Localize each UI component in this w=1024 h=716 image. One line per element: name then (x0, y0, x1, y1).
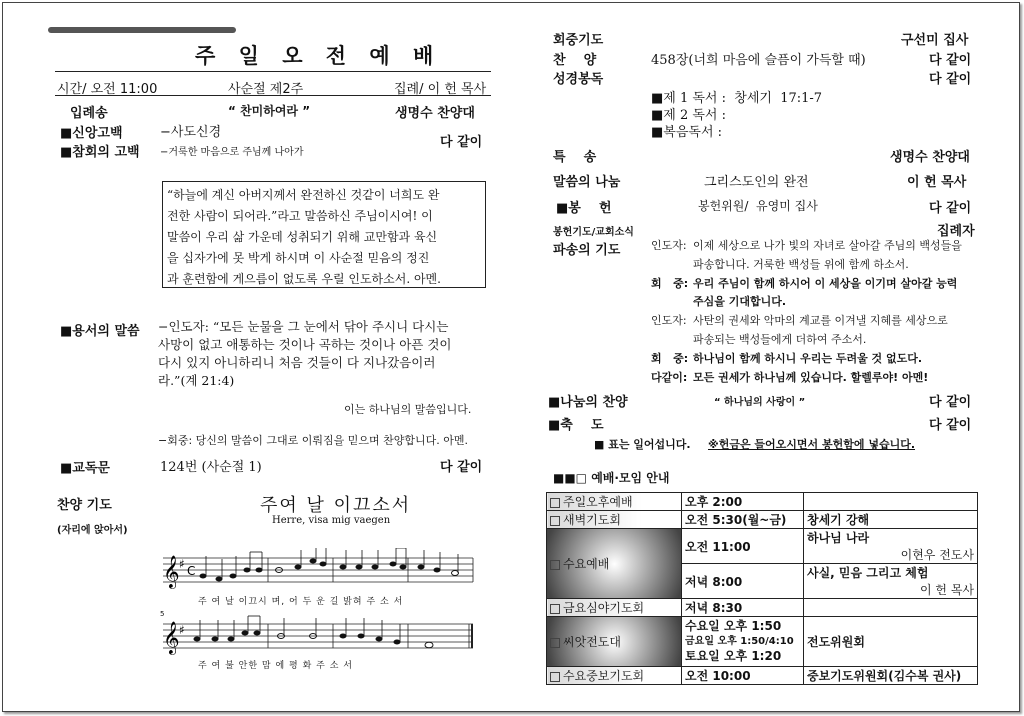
prayer-person: 구선미 집사 (901, 33, 969, 48)
meeting-time: 오전 10:00 (682, 667, 804, 685)
meeting-name: 새벽기도회 (547, 511, 682, 529)
responsive-all: 다 같이 (440, 460, 483, 475)
measure-number: 5 (160, 610, 165, 618)
meeting-name: 씨앗전도대 (547, 617, 682, 667)
hymn-label: 찬 양 (553, 53, 597, 68)
sending-line: 파송합니다. 거룩한 백성들 위에 함께 하소서. (693, 257, 909, 271)
sheet-music-staff-1 (163, 548, 483, 598)
sending-speaker (651, 256, 693, 275)
meetings-table (546, 492, 978, 685)
blessing-all: 다 같이 (929, 418, 972, 433)
treble-clef-icon: 𝄞 (163, 555, 180, 588)
responsive-value: 124번 (사순절 1) (160, 460, 262, 475)
confession-value: −거룩한 마음으로 주님께 나아가 (160, 147, 304, 158)
sharing-all: 다 같이 (929, 395, 972, 410)
sending-line: 하나님이 함께 하시니 우리는 두려울 것 없도다. (693, 351, 923, 365)
meeting-desc: 하나님 나라 이현우 전도사 (804, 529, 978, 564)
entrance-performer: 생명수 찬양대 (395, 106, 475, 121)
divider (55, 95, 491, 96)
sending-label: 파송의 기도 (553, 243, 621, 258)
confession-all: 다 같이 (440, 135, 483, 150)
lyrics-line-2: 주 여 불 안한 맘 에 평 화 주 소 서 (198, 661, 353, 671)
meeting-desc: 전도위원회 (804, 617, 978, 667)
prayer-box (162, 181, 486, 288)
meeting-name: 금요심야기도회 (547, 599, 682, 617)
hymn-title: 458장(너희 마음에 슬픔이 가득할 때) (651, 53, 866, 68)
entrance-label: 입례송 (70, 106, 108, 121)
scripture-all: 다 같이 (929, 72, 972, 87)
offering-label: ■봉 헌 (556, 201, 612, 216)
absolution-closing: 이는 하나님의 말씀입니다. (344, 403, 472, 416)
sheet-music-staff-2 (163, 614, 483, 660)
sending-line: 사탄의 권세와 악마의 계교를 이겨낼 지혜를 세상으로 (693, 314, 948, 328)
page-title: 주 일 오 전 예 배 (195, 44, 442, 68)
absolution-response: −회중: 당신의 말씀이 그대로 이뤄짐을 믿으며 찬양합니다. 아멘. (158, 434, 469, 447)
absolution-line: −인도자: “모든 눈물을 그 눈에서 닦아 주시니 다시는 (158, 319, 449, 334)
reading-gospel: ■복음독서 : (651, 125, 723, 140)
prayer-line: 전한 사람이 되어라.”라고 말씀하신 주님이시여! 이 (167, 209, 433, 223)
sermon-label: 말씀의 나눔 (553, 175, 621, 190)
meeting-time: 저녁 8:00 (682, 564, 804, 599)
hymn-all: 다 같이 (929, 53, 972, 68)
prayer-label: 회중기도 (553, 33, 604, 48)
meeting-name: 주일오후예배 (547, 493, 682, 511)
meeting-name: 수요예배 (547, 529, 682, 599)
meeting-desc (804, 493, 978, 511)
offering-all: 다 같이 (929, 201, 972, 216)
prayer-line: 을 십자가에 못 박게 하시며 이 사순절 믿음의 정진 (167, 251, 430, 265)
prayer-line: 말씀이 우리 삶 가운데 성취되기 위해 교만함과 육신 (167, 230, 438, 244)
special-label: 특 송 (553, 150, 597, 165)
meeting-time: 오후 2:00 (682, 493, 804, 511)
confession-label: ■참회의 고백 (60, 145, 140, 160)
table-row (547, 599, 978, 617)
table-row (547, 511, 978, 529)
absolution-line: 라.”(계 21:4) (158, 373, 235, 388)
table-row (547, 617, 978, 667)
note-offering: ※헌금은 들어오시면서 봉헌함에 넣습니다. (708, 438, 916, 451)
sending-speaker (651, 331, 693, 350)
sending-line: 파송되는 백성들에게 더하여 주소서. (693, 332, 867, 346)
decorative-bar (48, 27, 236, 33)
offering-committee: 봉헌위원/ 유영미 집사 (698, 199, 818, 213)
sermon-title: 그리스도인의 완전 (704, 175, 809, 190)
absolution-line: 사망이 없고 애통하는 것이나 곡하는 것이나 아픈 것이 (158, 337, 452, 352)
absolution-line: 다시 있지 아니하리니 처음 것들이 다 지나갔음이러 (158, 355, 436, 370)
meeting-desc: 중보기도위원회(김수복 권사) (804, 667, 978, 685)
sending-line: 주심을 기대합니다. (693, 295, 787, 309)
hymn-prayer-label: 찬양 기도 (57, 498, 112, 513)
hymn-prayer-sub: (자리에 앉아서) (57, 525, 128, 536)
service-time: 시간/ 오전 11:00 (57, 82, 158, 97)
service-leader: 집례/ 이 헌 목사 (394, 82, 487, 97)
creed-value: −사도신경 (160, 125, 222, 140)
entrance-title: “ 찬미하여라 ” (228, 104, 311, 118)
absolution-text (158, 318, 488, 390)
meeting-time: 오전 11:00 (682, 529, 804, 564)
note-standing: ■ 표는 일어섭니다. (594, 438, 691, 451)
sending-speaker (651, 293, 693, 312)
sending-line: 모든 권세가 하나님께 있습니다. 할렐루야! 아멘! (693, 370, 929, 384)
meeting-desc (804, 599, 978, 617)
creed-label: ■신앙고백 (60, 126, 123, 141)
season: 사순절 제2주 (228, 82, 304, 97)
news-person: 집례자 (937, 224, 975, 239)
meeting-desc: 창세기 강해 (804, 511, 978, 529)
prayer-line: “하늘에 계신 아버지께서 완전하신 것같이 너희도 완 (167, 188, 440, 202)
meeting-desc: 사실, 믿음 그리고 체험 이 헌 목사 (804, 564, 978, 599)
lyrics-line-1: 주 여 날 이끄시 며, 어 두 운 길 밝혀 주 소 서 (198, 597, 404, 607)
svg-text:♯: ♯ (179, 623, 185, 637)
divider (55, 71, 491, 72)
sending-speaker: 다같이: (651, 370, 688, 384)
sending-speaker: 회 중: (651, 276, 689, 290)
reading-2: ■제 2 독서 : (651, 108, 727, 123)
meeting-time: 수요일 오후 1:50 금요일 오후 1:50/4:10 토요일 오후 1:20 (682, 617, 804, 667)
news-label: 봉헌기도/교회소식 (553, 227, 634, 238)
sermon-preacher: 이 헌 목사 (907, 175, 967, 190)
svg-text:C: C (187, 564, 196, 578)
special-performer: 생명수 찬양대 (890, 150, 970, 165)
sending-speaker: 인도자: (651, 314, 687, 328)
scripture-label: 성경봉독 (553, 72, 604, 87)
meeting-time: 저녁 8:30 (682, 599, 804, 617)
sharing-label: ■나눔의 찬양 (548, 395, 628, 410)
sending-prayer (651, 237, 962, 387)
meetings-title: ■■□ 예배·모임 안내 (553, 471, 670, 485)
song-title: 주여 날 이끄소서 (260, 495, 412, 516)
table-row (547, 667, 978, 685)
prayer-line: 과 훈련함에 게으름이 없도록 우릴 인도하소서. 아멘. (167, 272, 441, 286)
treble-clef-icon: 𝄞 (163, 621, 180, 654)
meeting-name: 수요중보기도회 (547, 667, 682, 685)
svg-text:♯: ♯ (179, 557, 185, 571)
sending-line: 이제 세상으로 나가 빛의 자녀로 살아갈 주님의 백성들을 (693, 239, 962, 252)
song-subtitle: Herre, visa mig vaegen (272, 515, 391, 526)
meeting-time: 오전 5:30(월~금) (682, 511, 804, 529)
absolution-label: ■용서의 말씀 (60, 324, 140, 339)
table-row (547, 493, 978, 511)
sending-speaker: 인도자: (651, 239, 687, 252)
blessing-label: ■축 도 (548, 418, 604, 433)
sharing-title: “ 하나님의 사랑이 ” (714, 397, 806, 408)
reading-1: ■제 1 독서 : 창세기 17:1-7 (651, 91, 823, 106)
table-row (547, 529, 978, 564)
responsive-label: ■교독문 (60, 461, 110, 476)
sending-speaker: 회 중: (651, 351, 689, 365)
sending-line: 우리 주님이 함께 하시어 이 세상을 이기며 살아갈 능력 (693, 276, 958, 290)
